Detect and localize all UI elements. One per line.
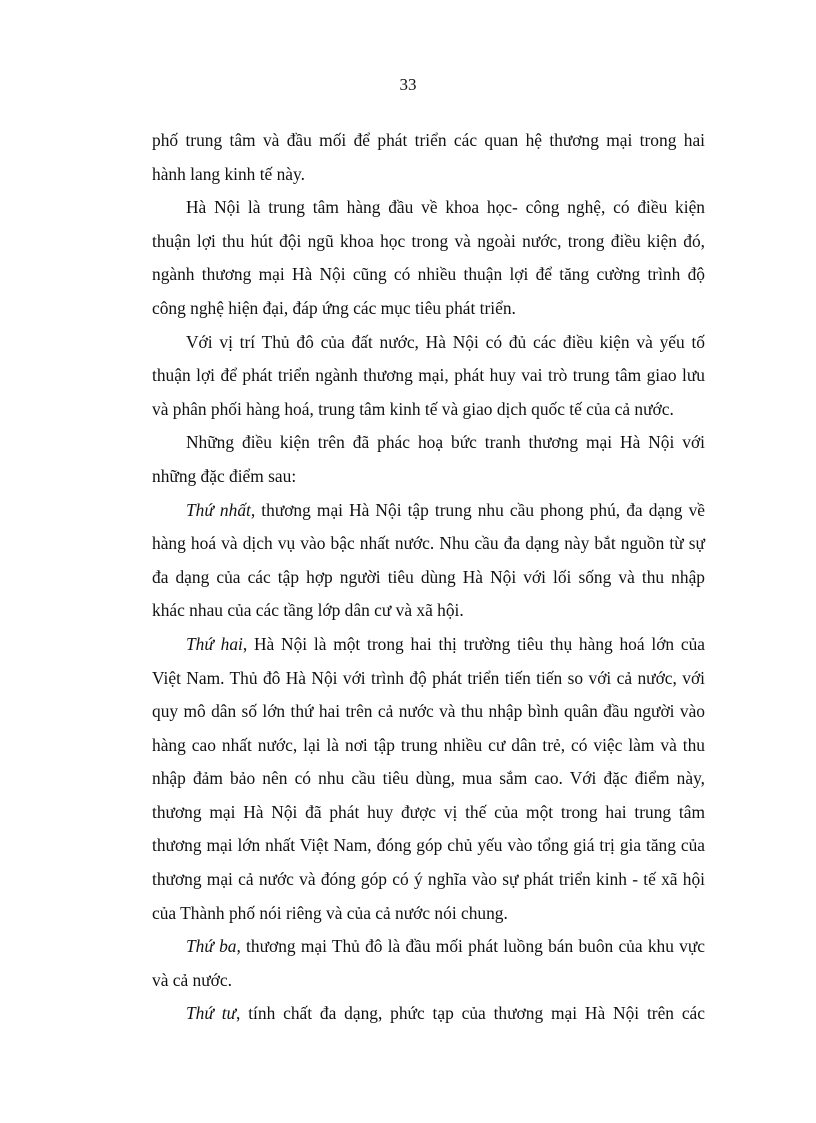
line-text: thương mại lớn nhất Việt Nam, đóng góp chủ yếu vào tổng giá trị gia tăng của [152,835,705,856]
text-line [152,527,705,561]
text-line [152,594,705,628]
text-line [152,628,705,662]
line-text: hành lang kinh tế này. [152,163,305,184]
text-line [152,124,705,158]
text-line [152,561,705,595]
text-line [152,695,705,729]
line-text: nhập đảm bảo nên có nhu cầu tiêu dùng, mua sắm cao. Với đặc điểm này, [152,768,705,789]
line-text: Những điều kiện trên đã phác hoạ bức tranh thương mại Hà Nội với [186,432,705,453]
text-line [152,796,705,830]
text-line [152,494,705,528]
italic-lead: Thứ tư [186,1003,237,1024]
text-line [152,426,705,460]
text-line [152,326,705,360]
line-text: những đặc điểm sau: [152,465,297,486]
text-line [152,930,705,964]
italic-lead: Thứ ba, [186,936,241,957]
italic-lead: Thứ nhất, [186,499,256,520]
body-text [152,124,705,1031]
line-text: thương mại cả nước và đóng góp có ý nghĩa vào sự phát triển kinh - tế xã hội [152,869,705,890]
text-line [152,964,705,998]
text-line [152,359,705,393]
text-line [152,897,705,931]
italic-lead: Thứ hai [186,633,243,654]
text-line [152,662,705,696]
line-text: thương mại Hà Nội đã phát huy được vị thế của một trong hai trung tâm [152,801,705,822]
text-line [152,393,705,427]
text-line [152,258,705,292]
text-line [152,762,705,796]
text-line [152,191,705,225]
line-text: và cả nước. [152,969,232,990]
text-line [152,158,705,192]
page-number: 33 [399,75,417,94]
text-line [152,729,705,763]
text-line [152,460,705,494]
line-text: của Thành phố nói riêng và của cả nước nói chung. [152,902,508,923]
line-text: , tính chất đa dạng, phức tạp của thương mại Hà Nội trên các [236,1003,705,1024]
line-text: phố trung tâm và đầu mối để phát triển các quan hệ thương mại trong hai [152,130,705,150]
line-text: thuận lợi để phát triển ngành thương mại, phát huy vai trò trung tâm giao lưu [152,365,705,386]
line-text: , Hà Nội là một trong hai thị trường tiêu thụ hàng hoá lớn của [242,633,705,654]
line-text: thuận lợi thu hút đội ngũ khoa học trong và ngoài nước, trong điều kiện đó, [152,230,705,251]
line-text: ngành thương mại Hà Nội cũng có nhiều thuận lợi để tăng cường trình độ [152,264,705,285]
line-text: đa dạng của các tập hợp người tiêu dùng Hà Nội với lối sống và thu nhập [152,566,705,587]
line-text: khác nhau của các tầng lớp dân cư và xã hội. [152,600,464,621]
text-line [152,829,705,863]
line-text: Với vị trí Thủ đô của đất nước, Hà Nội có đủ các điều kiện và yếu tố [186,331,705,352]
text-line [152,863,705,897]
line-text: hàng hoá và dịch vụ vào bậc nhất nước. Nhu cầu đa dạng này bắt nguồn từ sự [152,533,705,554]
line-text: công nghệ hiện đại, đáp ứng các mục tiêu phát triển. [152,297,516,318]
text-line [152,997,705,1031]
line-text: và phân phối hàng hoá, trung tâm kinh tế và giao dịch quốc tế của cả nước. [152,398,674,419]
text-line [152,225,705,259]
line-text: thương mại Thủ đô là đầu mối phát luồng bán buôn của khu vực [240,936,705,957]
line-text: thương mại Hà Nội tập trung nhu cầu phong phú, đa dạng về [255,499,705,520]
line-text: Hà Nội là trung tâm hàng đầu về khoa học- công nghệ, có điều kiện [186,197,705,218]
text-line [152,292,705,326]
line-text: hàng cao nhất nước, lại là nơi tập trung nhiều cư dân trẻ, có việc làm và thu [152,734,705,755]
line-text: Việt Nam. Thủ đô Hà Nội với trình độ phát triển tiến tiến so với cả nước, với [152,667,705,688]
line-text: quy mô dân số lớn thứ hai trên cả nước và thu nhập bình quân đầu người vào [152,701,705,722]
